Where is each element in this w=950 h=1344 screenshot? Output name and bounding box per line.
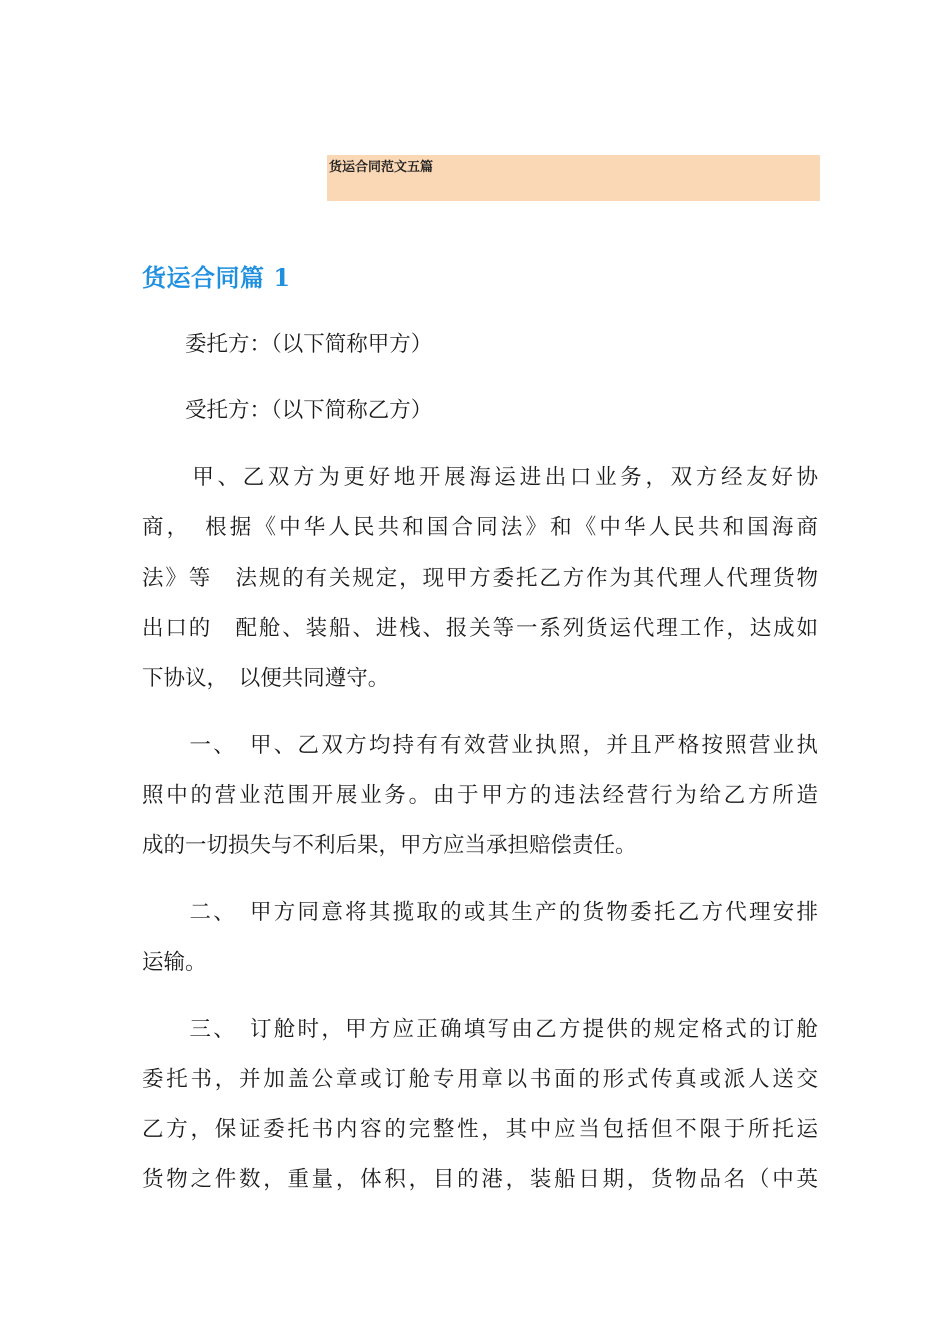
text-line: 运输。 xyxy=(142,950,207,975)
text-line: 下协议， 以便共同遵守。 xyxy=(142,666,390,691)
text-line: 出口的 配舱、装船、进栈、报关等一系列货运代理工作，达成如 xyxy=(142,616,818,641)
text-line: 委托书，并加盖公章或订舱专用章以书面的形式传真或派人送交 xyxy=(142,1067,818,1092)
paragraph-agent: 受托方：（以下简称乙方） xyxy=(142,398,433,423)
document-series-title: 货运合同范文五篇 xyxy=(329,160,434,175)
paragraph-client: 委托方：（以下简称甲方） xyxy=(142,332,433,357)
header-banner xyxy=(327,155,820,201)
text-line: 甲、乙双方为更好地开展海运进出口业务，双方经友好协 xyxy=(142,465,818,490)
text-line: 成的一切损失与不利后果，甲方应当承担赔偿责任。 xyxy=(142,833,637,858)
text-line: 二、 甲方同意将其揽取的或其生产的货物委托乙方代理安排 xyxy=(142,900,818,925)
text-line: 商， 根据《中华人民共和国合同法》和《中华人民共和国海商 xyxy=(142,515,818,540)
text-line: 法》等 法规的有关规定，现甲方委托乙方作为其代理人代理货物 xyxy=(142,566,818,591)
text-line: 货物之件数，重量，体积，目的港，装船日期，货物品名（中英 xyxy=(142,1167,818,1192)
text-line: 三、 订舱时，甲方应正确填写由乙方提供的规定格式的订舱 xyxy=(142,1017,818,1042)
text-line: 一、 甲、乙双方均持有有效营业执照，并且严格按照营业执 xyxy=(142,733,818,758)
section-heading: 货运合同篇 1 xyxy=(142,263,291,292)
text-line: 乙方，保证委托书内容的完整性，其中应当包括但不限于所托运 xyxy=(142,1117,818,1142)
text-line: 照中的营业范围开展业务。由于甲方的违法经营行为给乙方所造 xyxy=(142,783,818,808)
